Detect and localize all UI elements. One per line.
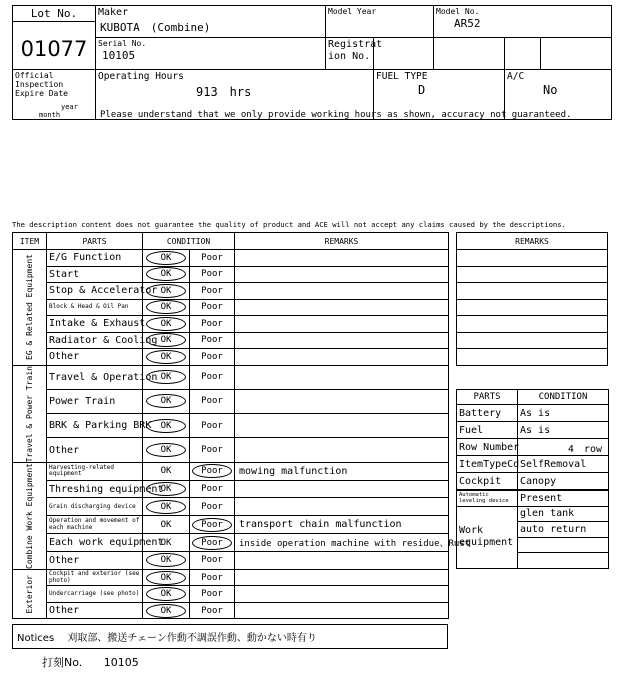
right-remarks-row [457, 283, 608, 300]
table-row [13, 462, 449, 480]
lot-number: 01077 [20, 37, 88, 61]
ok-cell [143, 365, 190, 389]
remark-cell [235, 332, 449, 349]
poor-label: Poor [201, 572, 223, 583]
remark-cell: transport chain malfunction [235, 516, 449, 534]
registration-label: Registrat ion No. [326, 38, 374, 70]
ok-label: OK [160, 519, 172, 530]
ok-label: OK [146, 500, 186, 514]
remark-cell [235, 266, 449, 283]
poor-label: Poor [201, 252, 223, 263]
ok-cell [143, 266, 190, 283]
table-row [13, 551, 449, 569]
ok-cell [143, 316, 190, 333]
part-name: Power Train [47, 389, 143, 413]
poor-cell [190, 299, 235, 316]
poor-label: Poor [201, 420, 223, 431]
condition-table [12, 232, 471, 619]
ac-value: No [543, 83, 558, 97]
right-parts-header: PARTS [457, 390, 518, 405]
part-name: E/G Function [47, 250, 143, 267]
poor-cell [190, 462, 235, 480]
part-name: Intake & Exhaust [47, 316, 143, 333]
ok-label: OK [146, 394, 186, 408]
part-name: Cockpit and exterior (see photo) [47, 569, 143, 586]
table-row [13, 586, 449, 603]
ok-cell [143, 389, 190, 413]
ok-label: OK [146, 571, 186, 585]
ok-label: OK [146, 419, 186, 433]
ok-label: OK [160, 466, 172, 477]
poor-label: Poor [201, 501, 223, 512]
poor-label: Poor [192, 536, 232, 550]
hours-value: 913 hrs [196, 85, 252, 99]
part-name: Travel & Operation [47, 365, 143, 389]
notices-value: 刈取部、搬送チェーン作動不調誤作動、動かない時有り [67, 633, 317, 644]
part-name: Grain discharging device [47, 498, 143, 516]
remark-cell [235, 498, 449, 516]
poor-cell [190, 534, 235, 552]
stamp-label: 打刻No. [42, 656, 83, 669]
ok-label: OK [146, 267, 186, 281]
right-remarks-header: REMARKS [457, 233, 608, 250]
remark-cell [235, 586, 449, 603]
poor-label: Poor [201, 605, 223, 616]
serial-value: 10105 [102, 49, 136, 62]
part-name: Operation and movement of each machine [47, 516, 143, 534]
battery-value: As is [518, 405, 609, 422]
poor-cell [190, 332, 235, 349]
right-remarks-row [457, 250, 608, 267]
stamp-line [42, 654, 139, 670]
poor-cell [190, 349, 235, 366]
stamp-value: 10105 [103, 656, 139, 669]
poor-cell [190, 389, 235, 413]
remark-cell [235, 365, 449, 389]
hours-disclaimer: Please understand that we only provide working hours as shown, accuracy not guaranteed. [100, 110, 572, 120]
table-row [13, 602, 449, 619]
group-label: Combine Work Equipment [25, 462, 34, 569]
remark-cell [235, 569, 449, 586]
part-name: BRK & Parking BRK [47, 414, 143, 438]
ok-cell [143, 586, 190, 603]
table-row [13, 480, 449, 498]
part-name: Other [47, 438, 143, 462]
model-year-label: Model Year [328, 7, 377, 16]
remark-cell [235, 602, 449, 619]
poor-cell [190, 569, 235, 586]
table-row [13, 498, 449, 516]
ok-cell [143, 349, 190, 366]
table-row [13, 299, 449, 316]
table-row [13, 365, 449, 389]
registration-box-3 [505, 38, 541, 70]
remark-cell [235, 480, 449, 498]
row-number-label: Row Number [457, 439, 518, 456]
remark-cell: inside operation machine with residue、Rust [235, 534, 449, 552]
ok-cell [143, 283, 190, 300]
ok-cell [143, 551, 190, 569]
col-item-header: ITEM [13, 233, 47, 250]
poor-label: Poor [201, 445, 223, 456]
ok-label: OK [146, 333, 186, 347]
ok-cell [143, 332, 190, 349]
right-remarks-row [457, 332, 608, 349]
model-year-cell [326, 6, 434, 38]
ok-cell [143, 462, 190, 480]
poor-label: Poor [201, 351, 223, 362]
ok-label: OK [146, 370, 186, 384]
ok-label: OK [146, 251, 186, 265]
work-value-1: glen tank [518, 506, 609, 522]
registration-box-2 [434, 38, 505, 70]
month-label: month [39, 111, 61, 119]
remark-cell [235, 299, 449, 316]
ok-label: OK [146, 604, 186, 618]
remark-cell [235, 250, 449, 267]
item-type-value: SelfRemoval [518, 456, 609, 473]
group-label: EG & Related Equipment [25, 254, 34, 361]
hours-label: Operating Hours [98, 71, 184, 82]
ok-cell [143, 534, 190, 552]
poor-cell [190, 498, 235, 516]
fuel-label: FUEL TYPE [376, 71, 428, 82]
part-name: Other [47, 602, 143, 619]
right-remarks-row [457, 316, 608, 333]
poor-label: Poor [201, 302, 223, 313]
registration-box-1 [374, 38, 434, 70]
ok-cell [143, 250, 190, 267]
fuel-value: D [418, 83, 426, 97]
group-combine [13, 462, 47, 569]
table-row [13, 283, 449, 300]
fuel-condition-value: As is [518, 422, 609, 439]
remark-cell [235, 316, 449, 333]
table-row [13, 266, 449, 283]
ok-cell [143, 438, 190, 462]
col-condition-header: CONDITION [143, 233, 235, 250]
table-row [13, 516, 449, 534]
group-label: Exterior [25, 574, 34, 614]
poor-cell [190, 438, 235, 462]
row-number-value: 4 row [518, 439, 609, 456]
poor-cell [190, 551, 235, 569]
part-name: Each work equipment [47, 534, 143, 552]
serial-label: Serial No. [98, 39, 147, 48]
part-name: Other [47, 349, 143, 366]
col-remarks-header: REMARKS [235, 233, 449, 250]
lot-label: Lot No. [13, 6, 95, 22]
ok-label: OK [146, 553, 186, 567]
part-name: Stop & Accelerator [47, 283, 143, 300]
table-row [13, 569, 449, 586]
poor-cell [190, 365, 235, 389]
registration-box-4 [541, 38, 612, 70]
poor-cell [190, 414, 235, 438]
ok-label: OK [146, 317, 186, 331]
table-row [13, 316, 449, 333]
ok-cell [143, 498, 190, 516]
ok-label: OK [146, 350, 186, 364]
table-row [13, 250, 449, 267]
poor-cell [190, 586, 235, 603]
ok-label: OK [160, 537, 172, 548]
poor-label: Poor [201, 555, 223, 566]
poor-label: Poor [201, 484, 223, 495]
battery-label: Battery [457, 405, 518, 422]
description-disclaimer: The description content does not guarantee the quality of product and ACE will not accept any claims caused by the descriptions. [12, 220, 566, 229]
fuel-condition-label: Fuel [457, 422, 518, 439]
ac-label: A/C [507, 71, 525, 82]
ok-label: OK [146, 587, 186, 601]
ok-cell [143, 602, 190, 619]
work-value-empty [518, 553, 609, 569]
remark-cell: mowing malfunction [235, 462, 449, 480]
remark-cell [235, 438, 449, 462]
right-condition-table [456, 389, 609, 490]
poor-label: Poor [201, 589, 223, 600]
table-row [13, 438, 449, 462]
inspection-label: Official Inspection Expire Date [15, 71, 68, 98]
poor-label: Poor [201, 372, 223, 383]
poor-label: Poor [201, 318, 223, 329]
col-parts-header: PARTS [47, 233, 143, 250]
group-travel [13, 365, 47, 462]
remark-cell [235, 349, 449, 366]
part-name: Radiator & Cooling [47, 332, 143, 349]
poor-cell [190, 316, 235, 333]
remark-cell [235, 551, 449, 569]
inspection-cell [13, 70, 96, 120]
group-eg [13, 250, 47, 366]
cockpit-value: Canopy [518, 473, 609, 490]
ok-cell [143, 414, 190, 438]
table-row [13, 414, 449, 438]
part-name: Start [47, 266, 143, 283]
poor-label: Poor [201, 285, 223, 296]
table-row [13, 349, 449, 366]
model-no-label: Model No. [436, 7, 480, 16]
table-row [13, 389, 449, 413]
poor-label: Poor [201, 335, 223, 346]
group-label: Travel & Power Train [25, 365, 34, 462]
model-no-value: AR52 [454, 17, 481, 30]
ok-cell [143, 569, 190, 586]
ok-label: OK [146, 482, 186, 496]
notices-cell [13, 625, 448, 649]
ok-cell [143, 480, 190, 498]
auto-level-label: Automatic leveling device [457, 491, 518, 507]
remark-cell [235, 389, 449, 413]
part-name: Harvesting-related equipment [47, 462, 143, 480]
auto-level-value: Present [518, 491, 609, 507]
ok-cell [143, 299, 190, 316]
maker-value: KUBOTA (Combine) [100, 21, 211, 34]
ok-label: OK [146, 300, 186, 314]
item-type-label: ItemTypeCd [457, 456, 518, 473]
right-remarks-row [457, 299, 608, 316]
poor-cell [190, 283, 235, 300]
table-row [13, 534, 449, 552]
year-label: year [61, 103, 78, 111]
notices-table [12, 624, 448, 649]
ok-label: OK [146, 443, 186, 457]
poor-cell [190, 480, 235, 498]
poor-cell [190, 266, 235, 283]
right-remarks-row [457, 349, 608, 366]
poor-cell [190, 602, 235, 619]
ok-label: OK [146, 284, 186, 298]
remark-cell [235, 414, 449, 438]
lot-cell [13, 6, 96, 70]
part-name: Other [47, 551, 143, 569]
poor-cell [190, 250, 235, 267]
right-remarks-row [457, 266, 608, 283]
maker-cell [96, 6, 326, 38]
poor-label: Poor [201, 269, 223, 280]
cockpit-label: Cockpit [457, 473, 518, 490]
poor-label: Poor [192, 518, 232, 532]
part-name: Block & Head & Oil Pan [47, 299, 143, 316]
group-exterior [13, 569, 47, 619]
work-equipment-label: Work equipment [457, 506, 518, 568]
right-condition-header: CONDITION [518, 390, 609, 405]
part-name: Threshing equipment [47, 480, 143, 498]
remark-cell [235, 283, 449, 300]
poor-label: Poor [192, 464, 232, 478]
work-value-2: auto return [518, 522, 609, 538]
poor-cell [190, 516, 235, 534]
table-row [13, 332, 449, 349]
notices-label: Notices [17, 633, 55, 644]
right-remarks-table [456, 232, 608, 366]
header-table [12, 5, 612, 120]
poor-label: Poor [201, 396, 223, 407]
serial-cell [96, 38, 326, 70]
work-equipment-table [456, 490, 609, 569]
work-value-empty [518, 537, 609, 553]
part-name: Undercarriage (see photo) [47, 586, 143, 603]
ok-cell [143, 516, 190, 534]
maker-label: Maker [98, 7, 129, 18]
model-no-cell [434, 6, 612, 38]
